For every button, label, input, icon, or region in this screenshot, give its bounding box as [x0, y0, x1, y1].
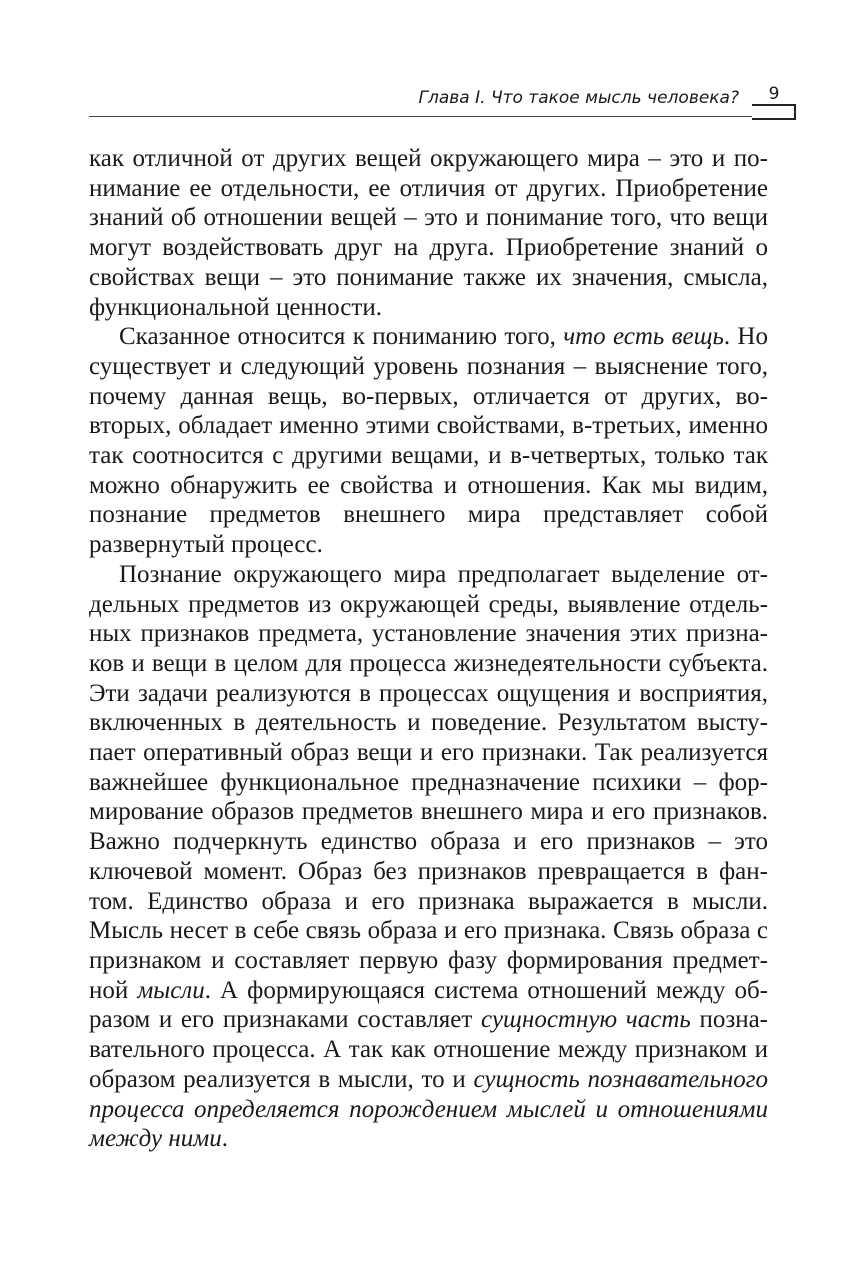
paragraph: [89, 144, 768, 322]
page-number-frame: [752, 104, 796, 120]
body-text: [89, 144, 768, 1154]
text-run: познавательного процесса. А так как отношение между признаком и образом реализуется в мысли, то и: [89, 1006, 768, 1093]
text-run: как отличной от других вещей окружающего мира – это и понимание ее отдельности, ее отличия от других. Приобретение знаний об отношении вещей – это и понимание того, что вещи могут воздействовать друг на друга. Приобретение знаний о свойствах вещи – это понимание также их значения, смысла, функциональной ценности.: [89, 145, 768, 321]
text-run: Познание окружающего мира предполагает выделение отдельных предметов из окружающей среды, выявление отдельных признаков предмета, установление значения этих признаков и вещи в целом для процесса жизнедеятельности субъекта. Эти задачи реализуются в процессах ощущения и восприятия, включенных в деятельность и поведение. Результатом выступает оперативный образ вещи и его признаки. Так реализуется важнейшее функциональное предназначение психики – формирование образов предметов внешнего мира и его признаков. Важно подчеркнуть единство образа и его признаков – это ключевой момент. Образ без признаков превращается в фантом. Единство образа и его признака выражается в мысли. Мысль несет в себе связь образа и его признака. Связь образа с признаком и составляет первую фазу формирования предметной: [89, 560, 768, 1004]
paragraph: [89, 322, 768, 560]
running-header-title: Глава I. Что такое мысль человека?: [418, 88, 739, 108]
italic-text-run: сущность познавательного процесса определяется порождением мыслей и отношениями между ними: [89, 1065, 768, 1153]
text-run: .: [221, 1125, 228, 1153]
paragraph: [89, 560, 768, 1154]
text-run: . Но существует и следующий уровень познания – выяснение того, почему данная вещь, во-первых, отличается от других, вовторых, обладает именно этими свойствами, в-третьих, именно так соотносится с другими вещами, и в-четвертых, только так можно обнаружить ее свойства и отношения. Как мы видим, познание предметов внешнего мира представляет собой развернутый процесс.: [89, 323, 768, 559]
italic-text-run: что есть вещь: [563, 323, 724, 351]
italic-text-run: мысли: [137, 976, 205, 1004]
page-number: 9: [768, 84, 780, 104]
text-run: . А формирующаяся система отношений между образом и его признаками составляет: [89, 976, 768, 1034]
text-run: Сказанное относится к пониманию того,: [119, 323, 564, 351]
italic-text-run: сущностную часть: [481, 1006, 691, 1034]
header-rule: [89, 116, 752, 117]
